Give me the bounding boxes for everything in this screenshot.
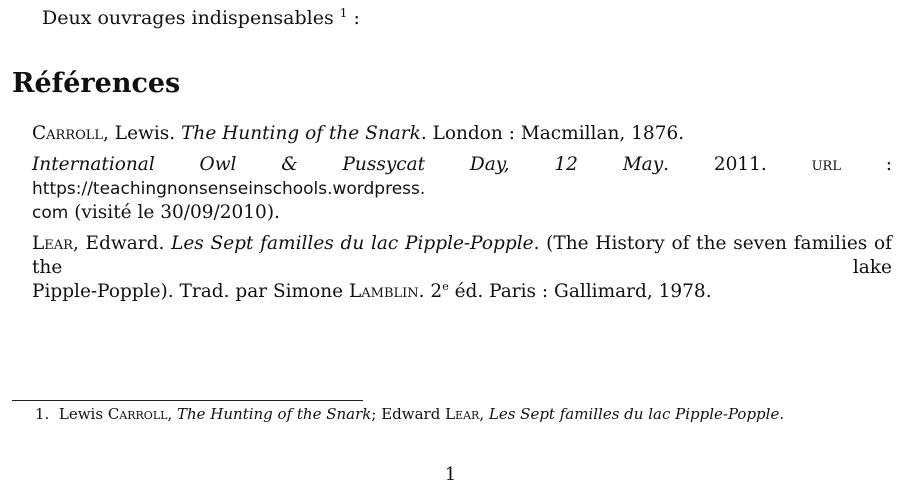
intro-colon: :	[347, 7, 360, 29]
bib-entry-lear	[32, 232, 892, 304]
visited-date: (visité le 30/09/2010).	[68, 202, 280, 223]
work-title: International Owl & Pussycat Day, 12 May	[32, 154, 664, 175]
footnote-last-name-a: Carroll	[107, 405, 168, 423]
footnote-sep-1: ,	[167, 405, 177, 423]
footnote-first-name-a: Lewis	[58, 405, 108, 423]
url-part-2[interactable]: com	[32, 203, 69, 223]
bib-entry-carroll	[32, 122, 892, 146]
translation-info: Pipple-Popple). Trad. par Simone	[32, 281, 349, 302]
footnote-title-a: The Hunting of the Snark	[176, 405, 372, 423]
publication-info: éd. Paris : Gallimard, 1978.	[448, 281, 712, 302]
original-title: . (The History of the seven families of the lake	[32, 233, 893, 278]
footnote-sep-2: ; Edward	[371, 405, 446, 423]
url-separator: :	[840, 154, 893, 175]
work-title: Les Sept familles du lac Pipple-Popple	[171, 233, 534, 254]
url-label: url	[811, 154, 841, 175]
bibliography-list	[32, 122, 892, 311]
page-number: 1	[444, 464, 457, 485]
publication-info: . London : Macmillan, 1876.	[420, 123, 685, 144]
author-last-name: Carroll	[32, 123, 104, 144]
edition-superscript: e	[442, 280, 449, 293]
footnote-mark[interactable]: 1	[339, 6, 348, 20]
footnote-last-name-b: Lear	[445, 405, 480, 423]
footnote-end: .	[779, 405, 785, 423]
intro-paragraph	[42, 7, 360, 29]
intro-text: Deux ouvrages indispensables	[42, 7, 334, 29]
footnote-rule	[12, 400, 363, 401]
url-part-1[interactable]: https://teachingnonsenseinschools.wordpress.	[32, 179, 426, 199]
translator-last-name: Lamblin	[348, 281, 419, 302]
author-first-name: , Lewis.	[103, 123, 182, 144]
author-first-name: , Edward.	[72, 233, 172, 254]
work-title: The Hunting of the Snark	[181, 123, 421, 144]
footnote	[35, 405, 784, 423]
entry-line-1	[32, 232, 892, 280]
year: . 2011.	[663, 154, 812, 175]
bib-entry-owl-day	[32, 153, 892, 225]
references-heading: Références	[12, 68, 181, 99]
footnote-number: 1.	[35, 405, 50, 423]
footnote-sep-3: ,	[479, 405, 489, 423]
entry-line-2	[32, 281, 712, 302]
author-last-name: Lear	[32, 233, 73, 254]
edition-number: . 2	[418, 281, 443, 302]
footnote-title-b: Les Sept familles du lac Pipple-Popple	[488, 405, 780, 423]
